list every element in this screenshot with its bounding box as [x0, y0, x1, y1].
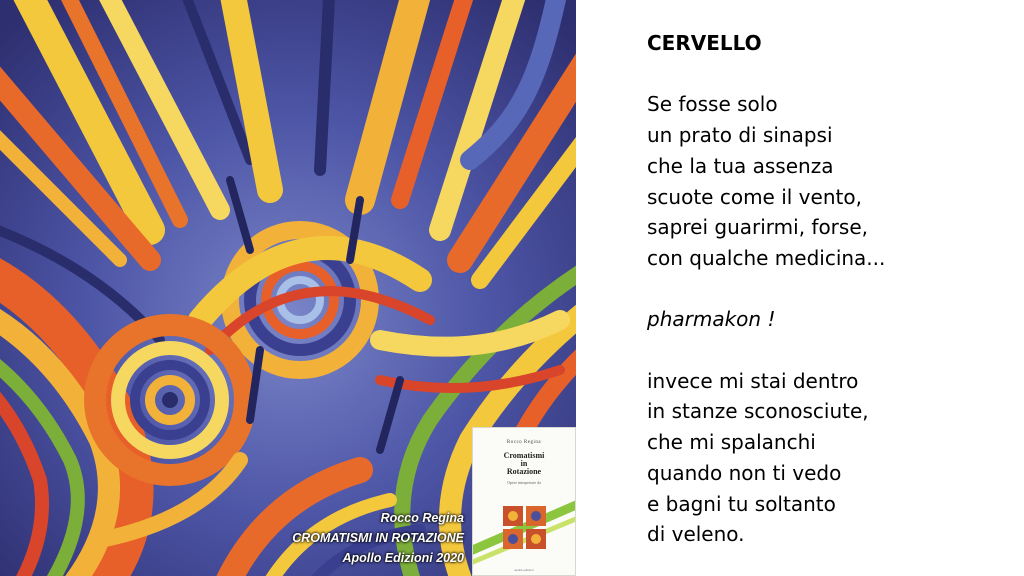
book-cover-artwork [473, 492, 576, 572]
poem [647, 28, 1017, 550]
stanza-spacer [647, 335, 1017, 366]
book-cover-subtitle: Opere interpretate da [507, 480, 541, 485]
poem-line: che la tua assenza [647, 153, 834, 178]
book-cover-title-line: Rotazione [506, 467, 542, 476]
poem-line: saprei guarirmi, forse, [647, 215, 868, 240]
poem-title: CERVELLO [647, 31, 762, 55]
poem-stanza-2 [647, 366, 1017, 550]
book-cover-title-line: Cromatismi [503, 451, 545, 460]
poem-line: quando non ti vedo [647, 460, 842, 485]
book-cover-publisher: apollo edizioni [514, 568, 534, 572]
poem-line: di veleno. [647, 522, 745, 547]
poem-line: un prato di sinapsi [647, 123, 833, 148]
poem-line: con qualche medicina... [647, 245, 886, 270]
poem-line: che mi spalanchi [647, 430, 816, 455]
book-cover-title-line: in [520, 459, 528, 468]
poem-line: Se fosse solo [647, 92, 778, 117]
book-cover-author: Rocco Regina [506, 440, 542, 445]
poem-line: e bagni tu soltanto [647, 491, 836, 516]
stanza-spacer [647, 274, 1017, 305]
poem-interjection: pharmakon ! [647, 307, 776, 332]
caption-publisher: Apollo Edizioni 2020 [342, 551, 464, 565]
poem-line: invece mi stai dentro [647, 368, 859, 393]
poem-stanza-1 [647, 89, 1017, 273]
poem-line: scuote come il vento, [647, 184, 862, 209]
caption-author: Rocco Regina [380, 511, 464, 525]
book-cover-title [473, 452, 575, 476]
painting-caption [164, 508, 464, 568]
poem-line: in stanze sconosciute, [647, 399, 869, 424]
caption-title: CROMATISMI IN ROTAZIONE [292, 531, 464, 545]
book-cover [472, 427, 576, 576]
